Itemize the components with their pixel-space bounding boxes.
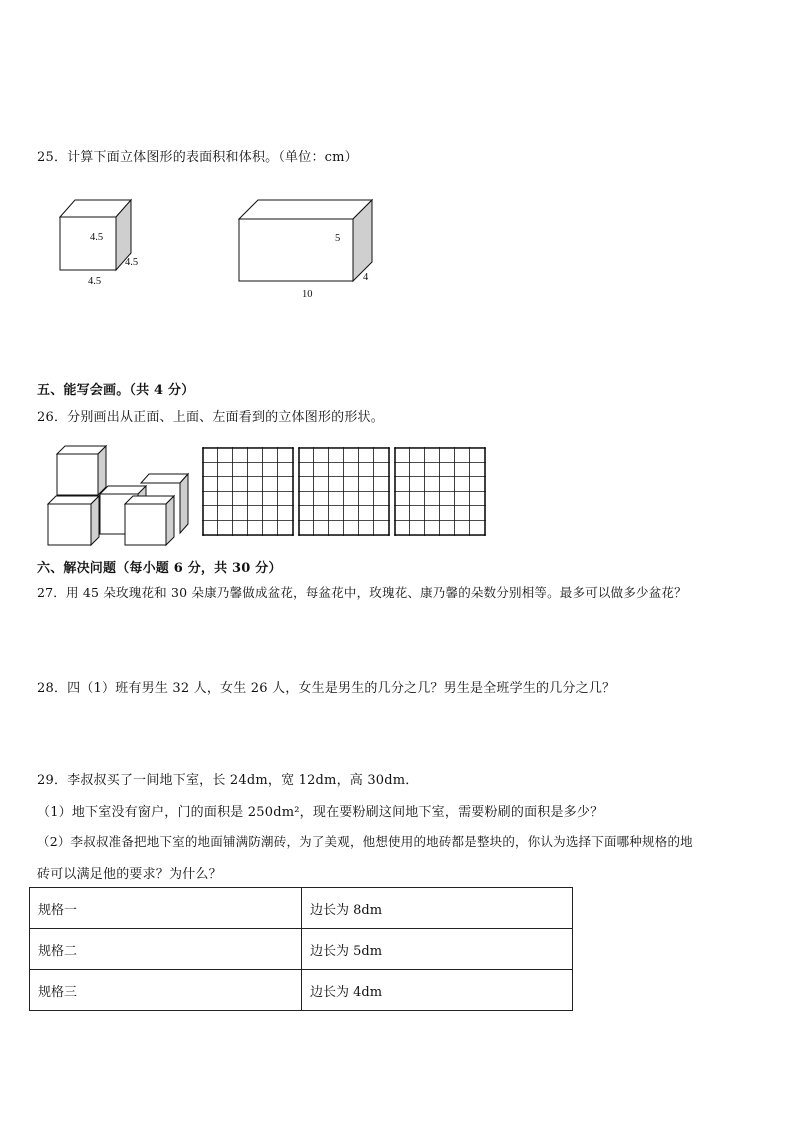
grid-top-view (298, 447, 390, 536)
table-row (30, 888, 573, 929)
question-28-text: 28．四（1）班有男生 32 人，女生 26 人，女生是男生的几分之几？男生是全班学生的几分之几？ (37, 681, 616, 696)
spec-value-cell: 边长为 4dm (302, 970, 573, 1011)
cube-side-label: 4.5 (125, 257, 139, 268)
cuboid-height-label: 5 (335, 233, 341, 244)
question-29-part2-line1: （2）李叔叔准备把地下室的地面铺满防潮砖，为了美观，他想使用的地砖都是整块的，你认为选择下面哪种规格的地 (37, 834, 693, 849)
spec-name-cell: 规格二 (30, 929, 302, 970)
cuboid-depth-label: 4 (363, 272, 369, 283)
question-29-part2-line2: 砖可以满足他的要求？为什么？ (37, 867, 222, 882)
spec-value-cell: 边长为 5dm (302, 929, 573, 970)
section-5-title: 五、能写会画。（共 4 分） (37, 383, 195, 398)
question-29-part1: （1）地下室没有窗户，门的面积是 250dm²，现在要粉刷这间地下室，需要粉刷的面积是多少？ (37, 805, 604, 820)
spec-value-cell: 边长为 8dm (302, 888, 573, 929)
spec-name-cell: 规格一 (30, 888, 302, 929)
table-row (30, 929, 573, 970)
question-27-text: 27．用 45 朵玫瑰花和 30 朵康乃馨做成盆花，每盆花中，玫瑰花、康乃馨的朵数分别相等。最多可以做多少盆花？ (37, 585, 687, 600)
spec-table (29, 887, 573, 1011)
grid-left-view (394, 447, 486, 536)
table-row (30, 970, 573, 1011)
question-29-text: 29．李叔叔买了一间地下室，长 24dm，宽 12dm，高 30dm． (37, 773, 419, 788)
question-25-text: 25．计算下面立体图形的表面积和体积。（单位：cm） (37, 150, 358, 165)
cube-front-label: 4.5 (90, 232, 104, 243)
section-6-title: 六、解决问题（每小题 6 分，共 30 分） (37, 561, 282, 576)
stacked-cubes-figure (44, 442, 194, 548)
grid-front-view (202, 447, 294, 536)
question-26-text: 26．分别画出从正面、上面、左面看到的立体图形的形状。 (37, 410, 384, 425)
cube-bottom-label: 4.5 (88, 276, 102, 287)
cuboid-length-label: 10 (302, 289, 313, 300)
spec-name-cell: 规格三 (30, 970, 302, 1011)
cuboid-figure (234, 196, 379, 288)
